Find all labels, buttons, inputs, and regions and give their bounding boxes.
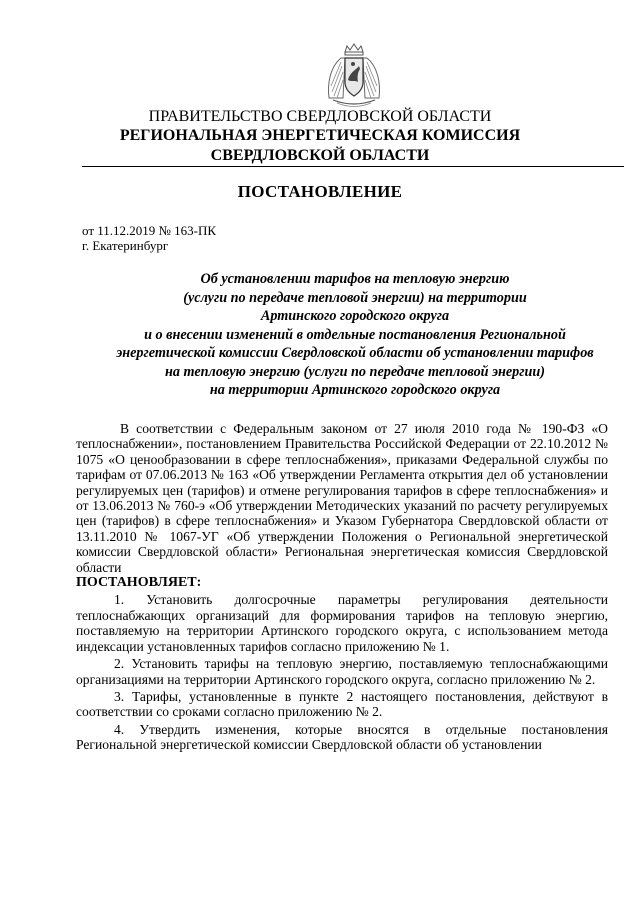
region-name: СВЕРДЛОВСКОЙ ОБЛАСТИ — [210, 147, 430, 164]
resolution-item-2: 2. Установить тарифы на тепловую энергию, поставляемую теплоснабжающими организациями на территории Артинского городского округа, согласно приложению № 2. — [76, 656, 608, 687]
subject-line: энергетической комиссии Свердловской области об установлении тарифов — [116, 345, 594, 361]
resolves-heading: ПОСТАНОВЛЯЕТ: — [76, 575, 202, 591]
resolution-item-3: 3. Тарифы, установленные в пункте 2 настоящего постановления, действуют в соответствии со сроками согласно приложению № 2. — [76, 688, 608, 720]
header-divider — [82, 166, 624, 167]
subject-line: Об установлении тарифов на тепловую энергию — [200, 271, 510, 287]
subject-line: Артинского городского округа — [260, 308, 450, 324]
subject-line: на тепловую энергию (услуги по передаче тепловой энергии) — [164, 363, 546, 380]
document-subject — [90, 270, 620, 400]
preamble-paragraph: В соответствии с Федеральным законом от 27 июля 2010 года № 190-ФЗ «О теплоснабжении», постановлением Правительства Российской Федерации от 22.10.2012 № 1075 «О ценообразовании в сфере теплоснабжения», приказами Федеральной службы по тарифам от 07.06.2013 № 163 «Об утверждении Регламента открытия дел об установлении регулируемых цен (тарифов) и отмене регулирования тарифов в сфере теплоснабжения» и от 13.06.2013 № 760-э «Об утверждении Методических указаний по расчету регулируемых цен (тарифов) в сфере теплоснабжения» и Указом Губернатора Свердловской области от 13.11.2010 № 1067-УГ «Об утверждении Положения о Региональной энергетической комиссии Свердловской области» Региональная энергетическая комиссия Свердловской области — [76, 421, 608, 575]
resolution-item-4: 4. Утвердить изменения, которые вносятся в отдельные постановления Региональной энергетической комиссии Свердловской области об установлении — [76, 721, 608, 753]
commission-name: РЕГИОНАЛЬНАЯ ЭНЕРГЕТИЧЕСКАЯ КОМИССИЯ — [119, 127, 521, 144]
government-name: ПРАВИТЕЛЬСТВО СВЕРДЛОВСКОЙ ОБЛАСТИ — [148, 108, 492, 125]
coat-of-arms-icon — [323, 42, 385, 108]
document-city: г. Екатеринбург — [82, 238, 169, 253]
subject-line: (услуги по передаче тепловой энергии) на территории — [183, 289, 527, 306]
document-body — [76, 421, 608, 753]
document-date-number: от 11.12.2019 № 163-ПК — [82, 223, 217, 238]
subject-line: на территории Артинского городского округа — [209, 382, 501, 398]
resolution-item-1: 1. Установить долгосрочные параметры регулирования деятельности теплоснабжающих организаций для формирования тарифов на тепловую энергию, поставляемую на территории Артинского городского округа, с использованием метода индексации установленных тарифов согласно приложению № 1. — [76, 592, 608, 654]
document-type-title: ПОСТАНОВЛЕНИЕ — [237, 182, 403, 201]
subject-line: и о внесении изменений в отдельные постановления Региональной — [144, 326, 566, 343]
